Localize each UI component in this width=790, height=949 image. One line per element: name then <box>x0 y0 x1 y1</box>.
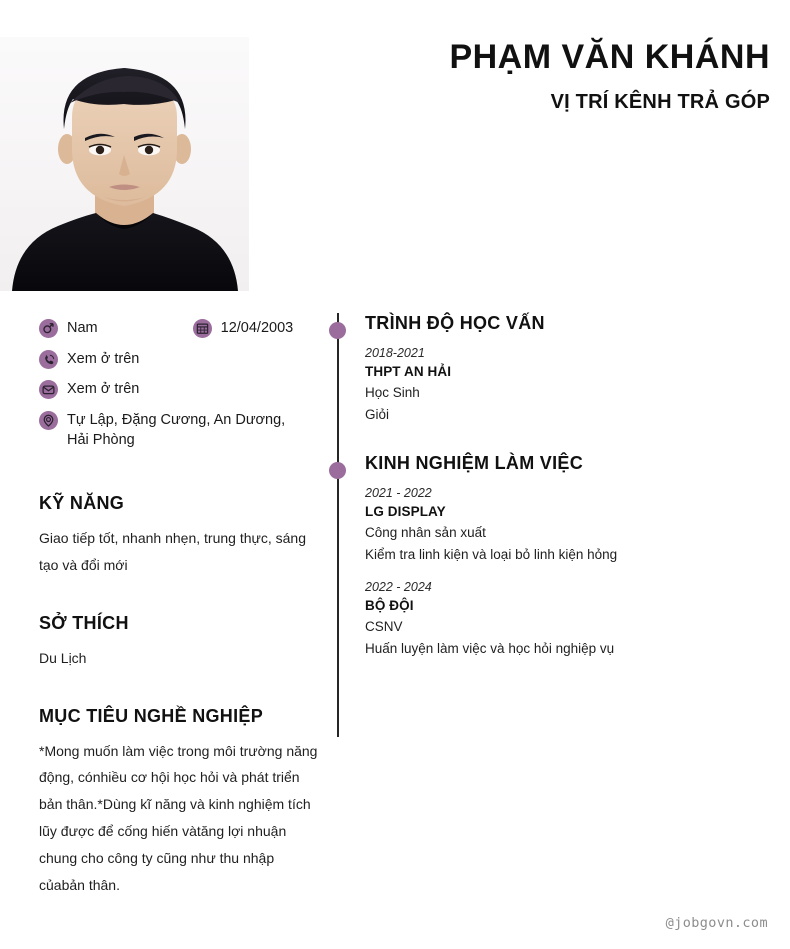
portrait-illustration <box>0 37 249 291</box>
section-body-objective: *Mong muốn làm việc trong môi trường năng động, cónhiều cơ hội học hỏi và phát triển bản thân.*Dùng kĩ năng và kinh nghiệm tích lũy được để cống hiến vàtăng lợi nhuận chung cho công ty cũng như thu nhập củabản thân. <box>39 742 318 893</box>
gender-icon <box>39 319 58 338</box>
education-date: 2018-2021 <box>365 346 425 360</box>
section-title-objective: MỤC TIÊU NGHỀ NGHIỆP <box>39 705 264 726</box>
education-description: Giỏi <box>365 407 390 422</box>
section-experience <box>337 453 757 656</box>
header-block <box>330 38 770 114</box>
experience-role: CSNV <box>365 619 403 634</box>
contact-item-address <box>39 410 299 451</box>
page-title: PHẠM VĂN KHÁNH <box>449 38 770 76</box>
location-icon <box>39 411 58 430</box>
section-title-hobbies: SỞ THÍCH <box>39 612 129 633</box>
experience-company: LG DISPLAY <box>365 504 446 519</box>
experience-role: Công nhân sản xuất <box>365 525 486 540</box>
contact-info-list <box>39 318 319 451</box>
applicant-photo <box>0 37 249 291</box>
contact-item-phone <box>39 349 139 370</box>
contact-row <box>39 318 319 339</box>
contact-value-birthdate: 12/04/2003 <box>220 320 294 336</box>
experience-description: Huấn luyện làm việc và học hỏi nghiệp vụ <box>365 641 615 656</box>
section-skills <box>39 493 319 579</box>
section-body-skills: Giao tiếp tốt, nhanh nhẹn, trung thực, sáng tạo và đổi mới <box>39 529 306 573</box>
section-title-experience: KINH NGHIỆM LÀM VIỆC <box>365 453 584 473</box>
email-icon <box>39 380 58 399</box>
section-body-hobbies: Du Lịch <box>39 649 87 666</box>
contact-value-gender: Nam <box>67 320 98 336</box>
experience-entry <box>365 486 757 562</box>
phone-icon <box>39 350 58 369</box>
watermark: @jobgovn.com <box>665 915 768 931</box>
section-hobbies <box>39 613 319 672</box>
education-entry <box>365 346 757 422</box>
left-column <box>39 318 319 899</box>
experience-date: 2022 - 2024 <box>365 580 432 594</box>
contact-row <box>39 379 319 400</box>
timeline-dot-icon <box>329 322 346 339</box>
section-title-skills: KỸ NĂNG <box>39 492 125 513</box>
contact-row <box>39 349 319 370</box>
experience-description: Kiểm tra linh kiện và loại bỏ linh kiện hỏng <box>365 547 618 562</box>
right-column-timeline <box>337 313 757 656</box>
section-objective <box>39 706 319 899</box>
contact-row <box>39 410 319 451</box>
contact-value-email: Xem ở trên <box>67 381 140 398</box>
contact-value-address: Tự Lập, Đặng Cương, An Dương, Hải Phòng <box>67 411 286 449</box>
contact-item-email <box>39 379 139 400</box>
contact-item-gender <box>39 318 98 339</box>
education-school: THPT AN HẢI <box>365 364 452 379</box>
timeline-dot-icon <box>329 462 346 479</box>
experience-company: BỘ ĐỘI <box>365 598 414 613</box>
contact-item-birthdate <box>193 318 294 339</box>
section-title-education: TRÌNH ĐỘ HỌC VẤN <box>365 313 545 333</box>
contact-value-phone: Xem ở trên <box>67 350 140 367</box>
section-education <box>337 313 757 422</box>
calendar-icon <box>193 319 212 338</box>
education-role: Học Sinh <box>365 385 420 400</box>
job-title: VỊ TRÍ KÊNH TRẢ GÓP <box>550 91 770 114</box>
experience-date: 2021 - 2022 <box>365 486 432 500</box>
experience-entry <box>365 580 757 656</box>
